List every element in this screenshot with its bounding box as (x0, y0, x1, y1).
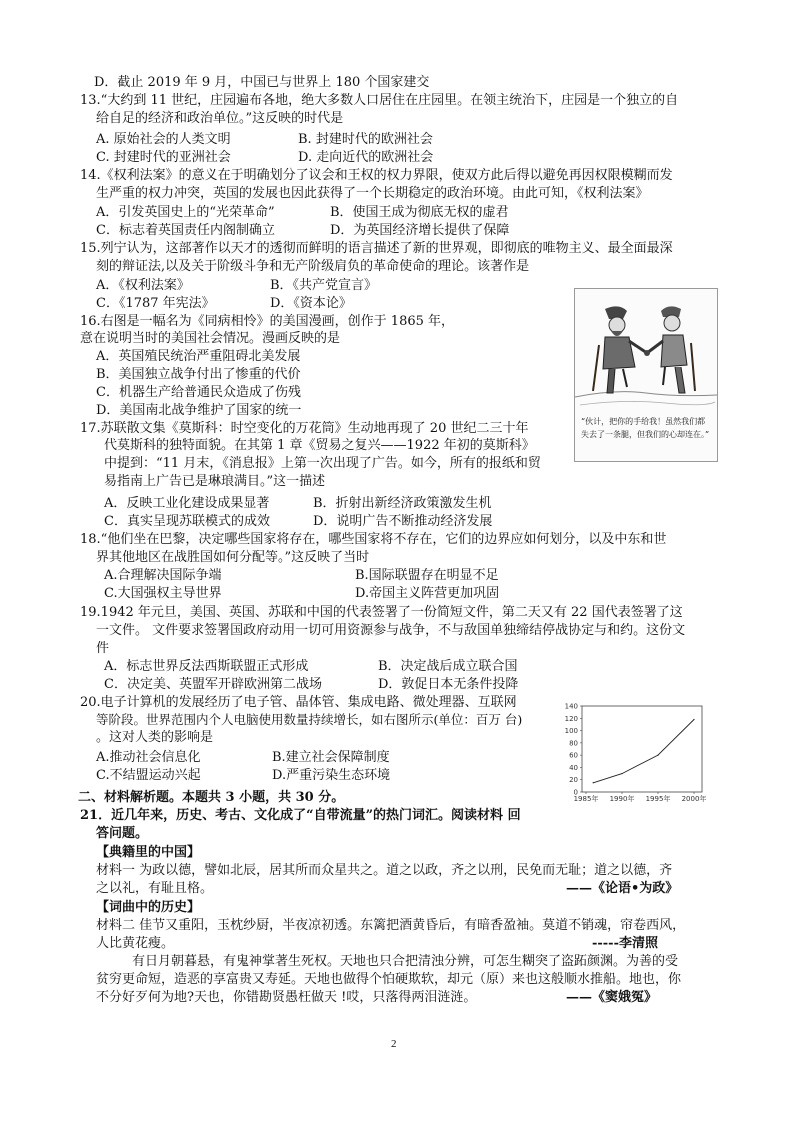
q18-option-a[interactable]: A.合理解决国际争端 (104, 568, 222, 583)
y-tick-label: 0 (573, 788, 578, 797)
q19-stem: 19.1942 年元旦，美国、英国、苏联和中国的代表签署了一份简短文件，第二天又有 22 国代表签署了这 (80, 605, 683, 620)
q21-source-2: -----李清照 (592, 936, 658, 951)
q18-stem: 18.“他们坐在巴黎，决定哪些国家将存在，哪些国家将不存在，它们的边界应如何划分，以及中东和世 (80, 532, 667, 547)
q21-source-1: ——《论语•为政》 (566, 881, 679, 896)
q16-option-c[interactable]: C．机器生产给普通民众造成了伤残 (96, 385, 301, 400)
q21-material-2: 材料二 佳节又重阳，玉枕纱厨，半夜凉初透。东篱把酒黄昏后，有暗香盈袖。莫道不销魂，帘卷西风， (96, 918, 686, 933)
chart-series (593, 719, 695, 783)
q16-stem: 16.右图是一幅名为《同病相怜》的美国漫画，创作于 1865 年， (80, 314, 455, 329)
y-tick-label: 40 (569, 763, 578, 772)
q17-stem-cont3: 易指南上广告已是琳琅满目。”这一描述 (104, 474, 326, 489)
chart-x-ticks (574, 792, 707, 803)
q16-option-d[interactable]: D．美国南北战争维护了国家的统一 (96, 403, 302, 418)
q21-stem: 21．近几年来，历史、考古、文化成了“自带流量”的热门词汇。阅读材料 回 (80, 808, 521, 823)
x-tick-label: 1985年 (573, 795, 599, 803)
cartoon-illustration (575, 289, 717, 413)
q19-stem-cont1: 一文件。 文件要求签署国政府动用一切可用资源参与战争，不与敌国单独缔结停战协定与和约。这份文 (96, 623, 686, 638)
q21-material-2-verse: 有日月朝暮悬，有鬼神掌著生死权。天地也只合把清浊分辨，可怎生糊突了盗跖颜渊。为善的受 (132, 954, 679, 969)
q15-option-b[interactable]: B．《共产党宣言》 (270, 278, 378, 293)
pc-usage-line-chart (556, 700, 708, 804)
plot-frame (582, 706, 702, 792)
q21-material-1-cont: 之以礼，有耻且格。 (96, 881, 214, 896)
y-tick-label: 80 (569, 739, 578, 748)
series-line (593, 720, 694, 783)
q20-option-d[interactable]: D.严重污染生态环境 (272, 768, 391, 783)
q18-option-c[interactable]: C.大国强权主导世界 (104, 586, 222, 601)
q16-cartoon-figure (574, 288, 718, 462)
section-2-heading: 二、材料解析题。本题共 3 小题，共 30 分。 (78, 790, 345, 805)
q17-option-a[interactable]: A．反映工业化建设成果显著 (104, 496, 270, 511)
q17-stem: 17.苏联散文集《莫斯科：时空变化的万花筒》生动地再现了 20 世纪二三十年 (80, 421, 529, 436)
q14-stem-cont: 生严重的权力冲突，英国的发展也因此获得了一个长期稳定的政治环境。由此可知，《权利法案》 (96, 186, 649, 201)
q20-option-a[interactable]: A.推动社会信息化 (96, 750, 201, 765)
q20-stem-cont1: 等阶段。世界范围内个人电脑使用数量持续增长，如右图所示(单位：百万 台) (96, 712, 523, 727)
chart-y-ticks (565, 703, 582, 797)
y-tick-label: 100 (564, 727, 578, 736)
y-tick-label: 20 (569, 776, 578, 785)
data-point (621, 773, 622, 774)
q16-option-b[interactable]: B．美国独立战争付出了惨重的代价 (96, 367, 301, 382)
x-tick-label: 2000年 (681, 795, 707, 803)
y-tick-label: 120 (564, 714, 578, 723)
data-point (693, 719, 694, 720)
q15-option-c[interactable]: C．《1787 年宪法》 (96, 296, 215, 311)
q14-option-c[interactable]: C．标志着英国责任内阁制确立 (96, 223, 275, 238)
page-number: 2 (391, 1038, 397, 1050)
q13-option-c[interactable]: C. 封建时代的亚洲社会 (96, 150, 231, 165)
q19-option-a[interactable]: A．标志世界反法西斯联盟正式形成 (104, 659, 309, 674)
q15-option-d[interactable]: D．《资本论》 (270, 296, 352, 311)
q12-option-d: D．截止 2019 年 9 月，中国已与世界上 180 个国家建交 (94, 75, 430, 90)
q14-option-d[interactable]: D．为英国经济增长提供了保障 (330, 223, 510, 238)
x-tick-label: 1995年 (645, 795, 671, 803)
q21-material-2-verse-cont2: 不分好歹何为地?天也，你错勘贤愚枉做天 !哎，只落得两泪涟涟。 (96, 990, 477, 1005)
q19-option-d[interactable]: D．敦促日本无条件投降 (378, 677, 519, 692)
q21-material-2-cont: 人比黄花瘦。 (96, 936, 175, 951)
q18-stem-cont: 界其他地区在战胜国如何分配等。”这反映了当时 (96, 550, 370, 565)
q20-stem-cont2: 。这对人类的影响是 (96, 730, 214, 745)
q20-stem: 20.电子计算机的发展经历了电子管、晶体管、集成电路、微处理器、互联网 (80, 695, 517, 710)
q21-stem-cont: 答问题。 (96, 826, 149, 841)
q13-option-b[interactable]: B. 封建时代的欧洲社会 (298, 132, 433, 147)
chart-axes (582, 706, 702, 792)
q13-stem-cont: 给自足的经济和政治单位。”这反映的时代是 (96, 111, 344, 126)
q13-stem: 13.“大约到 11 世纪，庄园遍布各地，绝大多数人口居住在庄园里。在领主统治下，庄园是一个独立的自 (80, 93, 679, 108)
q18-option-d[interactable]: D.帝国主义阵营更加巩固 (355, 586, 500, 601)
x-tick-label: 1990年 (609, 795, 635, 803)
q20-option-b[interactable]: B.建立社会保障制度 (272, 750, 390, 765)
q18-option-b[interactable]: B.国际联盟存在明显不足 (355, 568, 499, 583)
q21-material-1: 材料一 为政以德，譬如北辰，居其所而众星共之。道之以政，齐之以刑，民免而无耻；道之以德，齐 (96, 863, 673, 878)
q16-stem-cont: 意在说明当时的美国社会情况。漫画反映的是 (80, 331, 341, 346)
y-tick-label: 140 (564, 702, 578, 711)
q17-option-b[interactable]: B．折射出新经济政策激发生机 (313, 496, 492, 511)
q17-stem-cont2: 中提到：“11 月末，《消息报》上第一次出现了广告。如今，所有的报纸和贸 (104, 456, 541, 471)
data-point (593, 782, 594, 783)
q13-option-a[interactable]: A. 原始社会的人类文明 (96, 132, 231, 147)
q19-option-c[interactable]: C．决定美、英盟军开辟欧洲第二战场 (104, 677, 322, 692)
q19-stem-cont2: 件 (96, 641, 110, 656)
q20-option-c[interactable]: C.不结盟运动兴起 (96, 768, 201, 783)
q21-material-2-verse-cont1: 贫穷更命短，造恶的享富贵又寿延。天地也做得个怕硬欺软，却元（原）来也这般顺水推船。地也，你 (96, 972, 682, 987)
q17-option-c[interactable]: C．真实呈现苏联模式的成效 (104, 514, 270, 529)
q21-heading-classics: 【典籍里的中国】 (96, 845, 201, 860)
q17-stem-cont1: 代莫斯科的独特面貌。在其第 1 章《贸易之复兴——1922 年初的莫斯科》 (104, 438, 535, 453)
q16-option-a[interactable]: A．英国殖民统治严重阻碍北美发展 (96, 349, 301, 364)
q14-option-a[interactable]: A．引发英国史上的“光荣革命” (96, 205, 275, 220)
q14-option-b[interactable]: B．使国王成为彻底无权的虚君 (330, 205, 509, 220)
q19-option-b[interactable]: B．决定战后成立联合国 (378, 659, 518, 674)
q15-stem-cont: 刻的辩证法,以及关于阶级斗争和无产阶级肩负的革命使命的理论。该著作是 (96, 259, 530, 274)
cartoon-caption: “伙计，把你的手给我！虽然我们都失去了一条腿，但我们的心却连在。” (581, 417, 710, 439)
q17-option-d[interactable]: D．说明广告不断推动经济发展 (313, 514, 493, 529)
q21-source-3: ——《窦娥冤》 (566, 990, 658, 1005)
q14-stem: 14.《权利法案》的意义在于明确划分了议会和王权的权力界限，使双方此后得以避免再因权限模糊而发 (80, 168, 673, 183)
y-tick-label: 60 (569, 751, 578, 760)
q13-option-d[interactable]: D. 走向近代的欧洲社会 (298, 150, 434, 165)
q21-heading-poetry: 【词曲中的历史】 (96, 900, 201, 915)
data-point (657, 755, 658, 756)
q15-stem: 15.列宁认为，这部著作以天才的透彻而鲜明的语言描述了新的世界观，即彻底的唯物主义、最全面最深 (80, 241, 673, 256)
q15-option-a[interactable]: A．《权利法案》 (96, 278, 190, 293)
